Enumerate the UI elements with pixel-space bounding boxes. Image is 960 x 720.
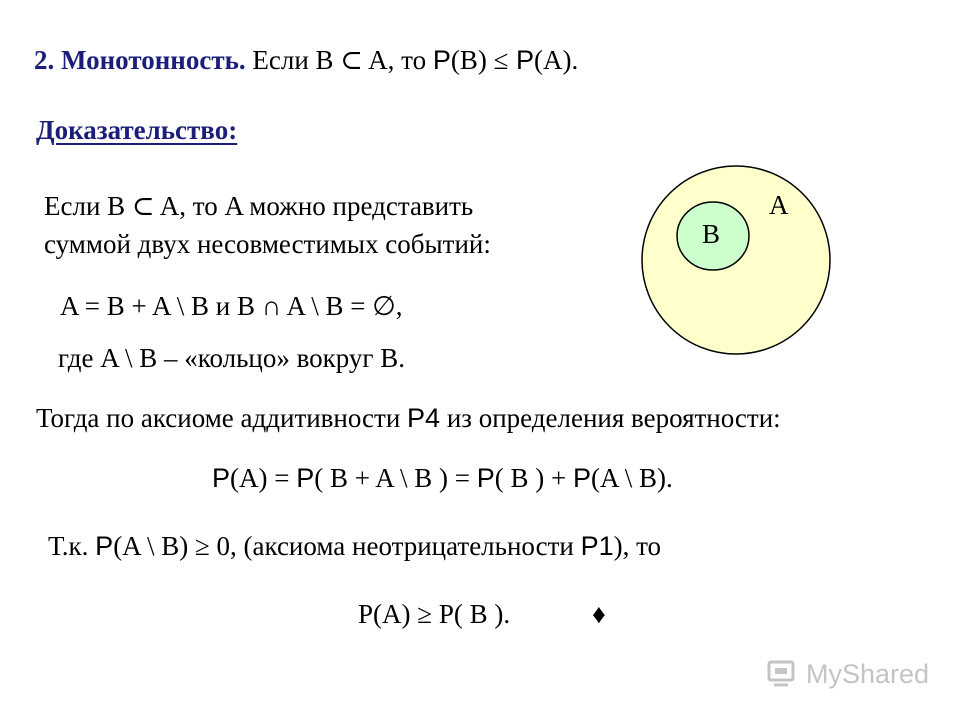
empty-set-symbol: ∅ — [372, 291, 396, 321]
qed-diamond-icon: ♦ — [592, 599, 606, 629]
heading-text: (B) — [450, 45, 494, 75]
heading-text: Если B — [245, 45, 341, 75]
conclusion-text: P(A) — [358, 599, 418, 629]
watermark-text: MyShared — [806, 658, 930, 689]
intro-text: Если B — [44, 191, 132, 221]
nonnegativity-line — [48, 530, 661, 562]
intro-line-2: суммой двух несовместимых событий: — [44, 229, 491, 259]
additivity-line — [36, 402, 781, 434]
heading-text: (A). — [533, 45, 579, 75]
additivity-equation — [212, 462, 673, 494]
prob-symbol: P — [508, 45, 534, 75]
axiom-label: P4 — [407, 403, 441, 433]
venn-diagram — [638, 162, 834, 358]
conclusion — [358, 598, 510, 630]
theorem-heading — [34, 44, 578, 76]
prob-symbol: P — [212, 463, 231, 493]
equation-text: (A) = — [230, 463, 297, 493]
subset-symbol: ⊂ — [131, 191, 155, 221]
prob-symbol: P — [296, 463, 315, 493]
axiom-label: P1 — [580, 531, 614, 561]
nonneg-text: (A \ B) — [113, 531, 195, 561]
intro-line-1 — [44, 190, 473, 222]
prob-symbol: P — [95, 531, 114, 561]
proof-label: Доказательство: — [36, 115, 238, 145]
formula-text: , — [395, 291, 403, 321]
nonneg-text: Т.к. — [48, 531, 96, 561]
ge-symbol: ≥ — [417, 599, 433, 629]
formula-text: A \ B = — [281, 291, 373, 321]
heading-text: A, то — [362, 45, 433, 75]
prob-symbol: P — [476, 463, 495, 493]
ring-note: где A \ B – «кольцо» вокруг B. — [58, 343, 406, 373]
equation-text: ( B ) + — [494, 463, 573, 493]
theorem-title: 2. Монотонность. — [34, 45, 246, 75]
nonneg-text: ), то — [613, 531, 662, 561]
equation-text: ( B + A \ B ) = — [314, 463, 477, 493]
additivity-text: из определения вероятности: — [440, 403, 781, 433]
conclusion-text: P( B ). — [432, 599, 511, 629]
ge-symbol: ≥ — [194, 531, 210, 561]
prob-symbol: P — [432, 45, 451, 75]
subset-symbol: ⊂ — [340, 45, 363, 75]
formula-text: A = B + A \ B и B — [60, 291, 262, 321]
additivity-text: Тогда по аксиоме аддитивности — [36, 403, 408, 433]
watermark — [766, 654, 929, 694]
decomposition-formula — [60, 290, 403, 322]
venn-inner-label: B — [702, 219, 721, 249]
equation-text: (A \ B). — [590, 463, 673, 493]
venn-outer-label: A — [769, 190, 789, 220]
le-symbol: ≤ — [493, 45, 509, 75]
watermark-logo-icon — [766, 657, 800, 691]
nonneg-text: 0, (аксиома неотрицательности — [209, 531, 581, 561]
prob-symbol: P — [572, 463, 591, 493]
intro-text: A, то A можно представить — [154, 191, 474, 221]
intersect-symbol: ∩ — [261, 291, 282, 321]
